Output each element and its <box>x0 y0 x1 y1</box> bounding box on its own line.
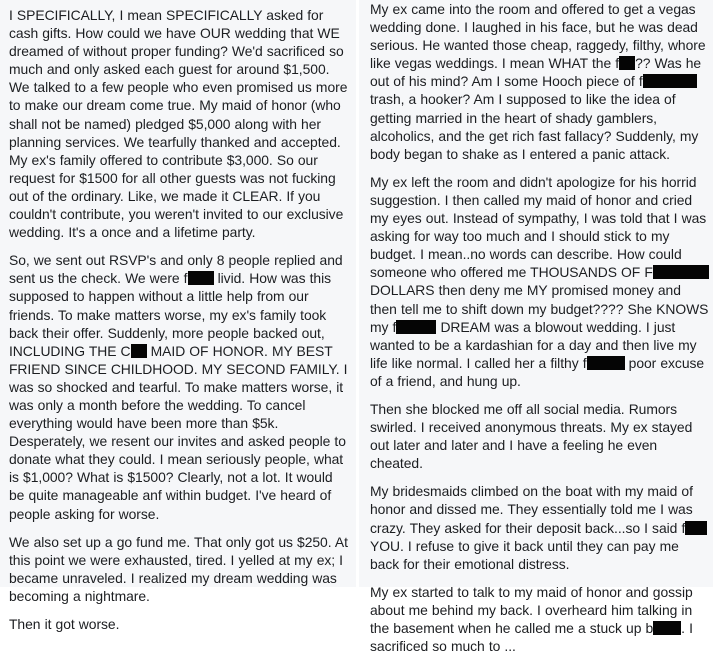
right-paragraph-5 <box>370 583 709 655</box>
left-paragraph-1 <box>9 6 350 241</box>
right-paragraph-2 <box>370 173 709 390</box>
right-p5-text-b: . I <box>681 620 693 636</box>
right-p4-text-a: My bridesmaids climbed on the boat with my maid of honor and dissed me. They essentially told me I was crazy. They asked for their deposit back...so I said f <box>370 483 693 536</box>
redaction-bar <box>643 74 697 88</box>
redaction-bar <box>653 621 681 635</box>
right-p2-text-a: My ex left the room and didn't apologize for his horrid suggestion. I then called my maid of honor and cried my eyes out. Instead of sympathy, I was told that I was asking for way too much and I should stick to my budget. I mean..no words can describe. How could someone who offered me THOUSANDS OF F <box>370 173 707 281</box>
left-p3-text: We also set up a go fund me. That only got us $250. At this point we were exhausted, tired. I yelled at my ex; I became unraveled. I realized my dream wedding was becoming a nightmare. <box>9 533 348 604</box>
left-text-column <box>0 0 356 632</box>
right-p2-text-c: DREAM was a blowout wedding. I just wanted to be a kardashian for a day and then live my life like normal. I called her a filthy f <box>370 318 697 371</box>
left-paragraph-4 <box>9 615 350 633</box>
right-p1-text-c: trash, a hooker? Am I supposed to like the idea of getting married in the heart of shady gamblers, alcoholics, and the get rich fast fallacy? Suddenly, my body began to shake as I entered a panic attack. <box>370 91 699 162</box>
left-p4-text: Then it got worse. <box>9 616 120 632</box>
right-p3-text: Then she blocked me off all social media. Rumors swirled. I received anonymous threats. My ex stayed out later and later and I have a feeling he even cheated. <box>370 400 693 472</box>
redaction-bar <box>653 265 709 279</box>
right-paragraph-4 <box>370 482 709 572</box>
right-paragraph-1 <box>370 0 709 163</box>
redaction-bar <box>396 320 436 334</box>
left-p2-text-a: So, we sent out RSVP's and only 8 people replied and sent us the check. We were f <box>9 252 343 287</box>
left-p2-text-b: livid. How was this supposed to happen without a little help from our friends. To make matters worse, my ex's family took back their offer. Suddenly, more people backed out, INCLUDING THE C <box>9 270 332 359</box>
right-p1-text-a: My ex came into the room and offered to get a vegas wedding done. I laughed in his face, but he was dead serious. He wanted those cheap, raggedy, filthy, whore like vegas weddings. I mean WHAT the f <box>370 1 706 72</box>
redaction-bar <box>619 56 635 70</box>
right-p5-text-a: My ex started to talk to my maid of honor and gossip about me behind my back. I overheard him talking in the basement when he called me a stuck up b <box>370 583 693 636</box>
right-p1-text-b: ?? Was he out of his mind? Am I some Hooch piece of f <box>370 55 702 90</box>
left-paragraph-3 <box>9 533 350 605</box>
redaction-bar <box>685 521 707 535</box>
right-p2-text-b: DOLLARS then deny me MY promised money and then tell me to shift down my budget???? She KNOWS my f <box>370 282 709 335</box>
left-p1-text: I SPECIFICALLY, I mean SPECIFICALLY asked for cash gifts. How could we have OUR wedding that WE dreamed of without proper funding? We'd sacrificed so much and only asked each guest for around $1,500. We talked to a few people who even promised us more to make our dream come true. My maid of honor (who shall not be named) pledged $5,000 along with her planning services. We tearfully thanked and accepted. My ex's family offered to contribute $3,000. So our request for $1500 for all other guests was not fucking out of the ordinary. Like, we made it CLEAR. If you couldn't contribute, you weren't invited to our exclusive wedding. It's a once and a lifetime party. <box>9 7 348 241</box>
redaction-bar <box>587 356 625 370</box>
left-p2-text-c: MAID OF HONOR. MY BEST FRIEND SINCE CHILDHOOD. MY SECOND FAMILY. I was so shocked and tearful. To make matters worse, it was only a month before the wedding. To cancel everything would have been more than $5k. Desperately, we resent our invites and asked people to donate what they could. I mean seriously people, what is $1,000? What is $1500? Clearly, not a lot. It would be quite manageable anf within budget. I've heard of people asking for worse. <box>9 342 348 522</box>
right-p5-text-c: sacrificed so much to ... <box>370 638 516 655</box>
redaction-bar <box>131 344 147 358</box>
right-p2-text-d: poor excuse of a friend, and hung up. <box>370 354 705 389</box>
right-text-column <box>359 0 713 655</box>
right-paragraph-3 <box>370 400 709 472</box>
left-paragraph-2 <box>9 251 350 522</box>
right-p4-text-b: YOU. I refuse to give it back until they can pay me back for their emotional distress. <box>370 537 679 572</box>
redaction-bar <box>188 271 214 285</box>
